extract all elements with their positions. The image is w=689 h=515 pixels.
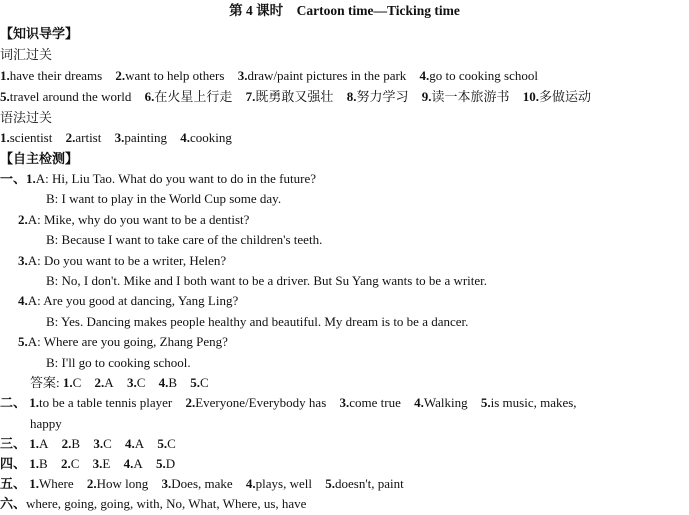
answers-row [30,375,209,391]
section-2-item: 3.come true [339,395,401,410]
section-3-item: 1.A [29,436,49,451]
section-5-item: 3.Does, make [161,476,233,491]
grammar-item: 1.scientist [0,130,53,145]
answers-label: 答案: [30,375,60,390]
grammar-heading: 语法过关 [0,110,53,125]
vocab-item: 4.go to cooking school [419,68,538,83]
section-2-item: 5.is music, makes, [480,395,577,410]
dialogue-3-b: B: No, I don't. Mike and I both want to be a driver. But Su Yang wants to be a writer. [46,273,488,288]
vocab-item: 10.多做运动 [522,89,591,104]
section-3-item: 3.C [93,436,112,451]
section-3-item: 5.C [157,436,176,451]
section-6-row: 六、where, going, going, with, No, What, Where, us, have [0,496,307,511]
vocab-item: 2.want to help others [115,68,225,83]
dialogue-1-a: 一、1.A: Hi, Liu Tao. What do you want to do in the future? [0,171,316,186]
dialogue-1-b: B: I want to play in the World Cup some day. [46,191,282,206]
section-2-item: 1.to be a table tennis player [29,395,173,410]
section-5-item: 4.plays, well [245,476,312,491]
section-5-item: 1.Where [29,476,74,491]
answer-item: 5.C [190,375,209,390]
section-4-item: 1.B [29,456,48,471]
guide-heading: 【知识导学】 [0,26,79,41]
vocab-item: 9.读一本旅游书 [421,89,510,104]
section-2-row: 二、 1.to be a table tennis player 2.Everyone/Everybody has 3.come true 4.Walking 5.is music, makes, [0,395,577,410]
section-5-item: 2.How long [86,476,149,491]
section-2-continuation: happy [30,416,62,431]
check-heading: 【自主检测】 [0,151,79,166]
vocab-item: 6.在火星上行走 [144,89,233,104]
grammar-item: 3.painting [114,130,167,145]
grammar-row [0,130,232,146]
section-3-row: 三、 1.A 2.B 3.C 4.A 5.C [0,436,176,451]
section-5-item: 5.doesn't, paint [325,476,404,491]
page-title: 第 4 课时 Cartoon time—Ticking time [229,3,460,18]
answer-item: 1.C [62,375,82,390]
section-3-item: 2.B [61,436,81,451]
vocab-item: 1.have their dreams [0,68,103,83]
vocab-item: 7.既勇敢又强壮 [245,89,334,104]
section-6-text: where, going, going, with, No, What, Where, us, have [26,496,307,511]
section-2-item: 4.Walking [414,395,468,410]
section-4-item: 2.C [60,456,80,471]
dialogue-4-a: 4.A: Are you good at dancing, Yang Ling? [18,293,239,308]
dialogue-3-a: 3.A: Do you want to be a writer, Helen? [18,253,227,268]
section-4-row: 四、 1.B 2.C 3.E 4.A 5.D [0,456,176,471]
vocab-item: 3.draw/paint pictures in the park [237,68,407,83]
answer-item: 2.A [94,375,114,390]
vocab-item: 5.travel around the world [0,89,132,104]
dialogue-2-b: B: Because I want to take care of the children's teeth. [46,232,323,247]
answer-item: 3.C [126,375,146,390]
section-4-item: 4.A [123,456,143,471]
grammar-item: 4.cooking [180,130,232,145]
answer-item: 4.B [158,375,178,390]
dialogue-4-b: B: Yes. Dancing makes people healthy and beautiful. My dream is to be a dancer. [46,314,469,329]
section-3-item: 4.A [125,436,145,451]
dialogue-2-a: 2.A: Mike, why do you want to be a dentist? [18,212,250,227]
section-4-item: 5.D [155,456,176,471]
section-2-item: 2.Everyone/Everybody has [185,395,327,410]
dialogue-5-b: B: I'll go to cooking school. [46,355,191,370]
grammar-item: 2.artist [65,130,102,145]
vocab-row-1 [0,68,538,84]
section-4-item: 3.E [92,456,111,471]
vocab-row-2 [0,89,591,105]
dialogue-5-a: 5.A: Where are you going, Zhang Peng? [18,334,228,349]
section-5-row: 五、 1.Where 2.How long 3.Does, make 4.plays, well 5.doesn't, paint [0,476,404,491]
vocab-item: 8.努力学习 [346,89,409,104]
vocab-heading: 词汇过关 [0,47,53,62]
